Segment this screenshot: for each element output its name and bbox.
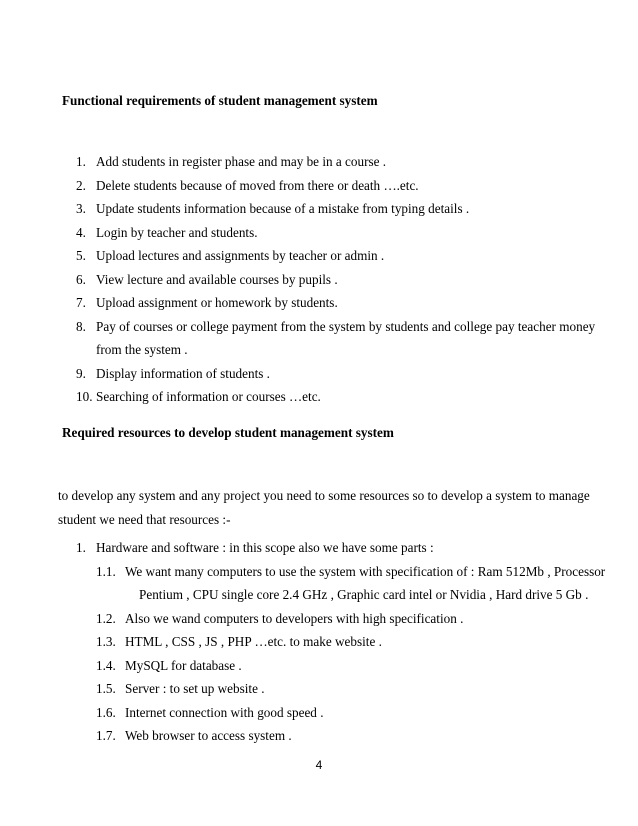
list-item [62,150,602,174]
list-item-text: Update students information because of a mistake from typing details . [96,201,470,216]
list-item [62,315,602,362]
list-item [62,221,602,245]
list-item [62,197,602,221]
sub-list-item-number: 1.3. [96,634,116,649]
list-item-text: Hardware and software : in this scope also we have some parts : [96,540,434,555]
sub-list-item-number: 1.5. [96,681,116,696]
functional-requirements-list [62,150,602,409]
list-item-text: from the system . [96,342,188,357]
required-resources-heading: Required resources to develop student management system [62,425,394,440]
sub-list-item-text: MySQL for database . [125,657,242,673]
sub-list-item-text: HTML , CSS , JS , PHP …etc. to make website . [125,634,382,649]
sub-list-item [96,701,602,725]
list-item-number: 7. [76,295,86,310]
sub-list-item-text: We want many computers to use the system with specification of : Ram 512Mb , Processor [125,563,606,579]
list-item-text: Login by teacher and students. [96,224,258,240]
sub-list-item-number: 1.7. [96,728,116,743]
list-item-number: 2. [76,177,86,193]
sub-list-item [96,654,602,678]
list-item-number: 5. [76,248,86,263]
sub-list-item-text: Web browser to access system . [125,728,292,743]
list-item [62,291,602,315]
list-item-text: View lecture and available courses by pupils . [96,271,338,287]
list-item [62,385,602,409]
list-item-number: 9. [76,365,86,381]
list-item-text: Display information of students . [96,365,270,381]
list-item [62,362,602,386]
sub-list-item-number: 1.2. [96,610,116,626]
sub-list-item-number: 1.6. [96,704,116,720]
sub-list-item-text: Also we wand computers to developers with high specification . [125,610,464,626]
resources-sub-list [96,560,606,748]
list-item-number: 8. [76,318,86,334]
resources-list [62,536,606,748]
sub-list-item [96,607,602,631]
sub-list-item [96,724,602,748]
sub-list-item-number: 1.1. [96,563,116,579]
sub-list-item [96,677,602,701]
list-item [62,536,606,748]
list-item [62,244,602,268]
list-item-number: 10. [76,389,93,404]
list-item-number: 6. [76,271,86,287]
list-item-text: Upload assignment or homework by students. [96,295,338,310]
sub-list-item-number: 1.4. [96,657,116,673]
list-item-number: 4. [76,224,86,240]
page-number: 4 [315,758,323,772]
paragraph-line: to develop any system and any project you need to some resources so to develop a system to manage [58,488,590,503]
list-item-number: 1. [76,540,86,555]
sub-list-item-text: Pentium , CPU single core 2.4 GHz , Graphic card intel or Nvidia , Hard drive 5 Gb . [139,587,589,602]
list-item-text: Searching of information or courses …etc. [96,389,321,404]
list-item-number: 3. [76,201,86,216]
sub-list-item [96,630,602,654]
sub-list-item [96,560,606,607]
list-item [62,268,602,292]
functional-requirements-heading: Functional requirements of student management system [62,93,378,108]
list-item-text: Delete students because of moved from there or death ….etc. [96,177,419,193]
sub-list-item-text: Server : to set up website . [125,681,265,696]
list-item-text: Pay of courses or college payment from the system by students and college pay teacher money [96,318,596,334]
paragraph-line: student we need that resources :- [58,512,231,527]
list-item [62,174,602,198]
list-item-text: Add students in register phase and may be in a course . [96,154,387,169]
list-item-text: Upload lectures and assignments by teacher or admin . [96,248,385,263]
resources-intro-paragraph [58,484,598,532]
list-item-number: 1. [76,154,86,169]
sub-list-item-text: Internet connection with good speed . [125,704,324,720]
